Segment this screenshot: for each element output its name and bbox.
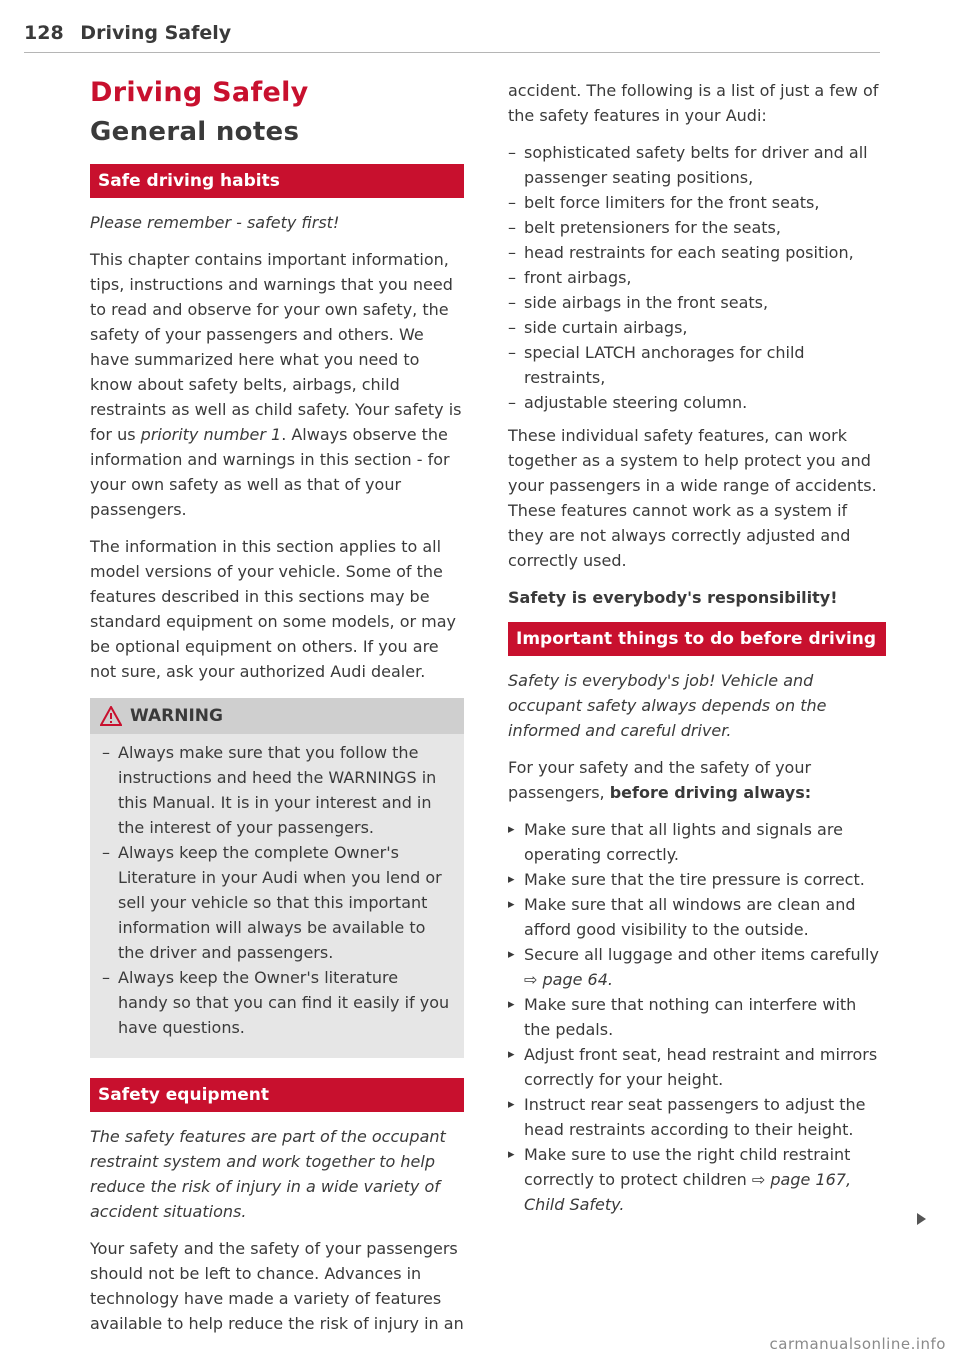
- list-item: – adjustable steering column.: [508, 390, 886, 415]
- list-item: ▸ Make sure that nothing can interfere with the pedals.: [508, 992, 886, 1042]
- warning-list: [102, 740, 452, 1040]
- section-title: General notes: [90, 117, 300, 147]
- list-item: – belt force limiters for the front seats,: [508, 190, 886, 215]
- page-number: 128: [24, 22, 64, 44]
- list-item: – side airbags in the front seats,: [508, 290, 886, 315]
- list-item: ▸ Make sure that all lights and signals are operating correctly.: [508, 817, 886, 867]
- list-item: – special LATCH anchorages for child restraints,: [508, 340, 886, 390]
- watermark: carmanualsonline.info: [769, 1335, 946, 1353]
- intro-safe-driving: Please remember - safety first!: [90, 213, 340, 232]
- bold-responsibility: Safety is everybody's responsibility!: [508, 588, 838, 607]
- warning-box: [90, 698, 464, 1058]
- continue-arrow-icon: [917, 1213, 926, 1225]
- warning-header: [90, 698, 464, 734]
- list-item: ▸ Make sure that the tire pressure is correct.: [508, 867, 886, 892]
- page-ref-link[interactable]: ⇨ page 64.: [524, 970, 613, 989]
- before-driving-steps: [508, 817, 886, 1217]
- paragraph-safety-chance: Your safety and the safety of your passengers should not be left to chance. Advances in technology have made a variety of features available to help reduce the risk of injury in an: [90, 1239, 464, 1333]
- list-item: – head restraints for each seating position,: [508, 240, 886, 265]
- list-item: ▸ Secure all luggage and other items carefully ⇨ page 64.: [508, 942, 886, 992]
- list-item: ▸ Make sure that all windows are clean and afford good visibility to the outside.: [508, 892, 886, 942]
- running-section-title: Driving Safely: [80, 22, 232, 44]
- list-item: – side curtain airbags,: [508, 315, 886, 340]
- warning-item: – Always make sure that you follow the instructions and heed the WARNINGS in this Manual. It is in your interest and in the interest of your passengers.: [102, 740, 452, 840]
- paragraph-system: These individual safety features, can work together as a system to help protect you and your passengers in a wide range of accidents. These features cannot work as a system if they are not always correctly adjusted and correctly used.: [508, 426, 877, 570]
- intro-safety-equipment: The safety features are part of the occupant restraint system and work together to help reduce the risk of injury in a wide variety of accident situations.: [90, 1127, 446, 1221]
- list-item: – front airbags,: [508, 265, 886, 290]
- paragraph-accident-cont: accident. The following is a list of just a few of the safety features in your Audi:: [508, 81, 879, 125]
- heading-safety-equipment: Safety equipment: [90, 1078, 464, 1112]
- page-header: [24, 22, 231, 44]
- right-column: [508, 78, 886, 1217]
- warning-item: – Always keep the complete Owner's Literature in your Audi when you lend or sell your vehicle so that this important information will always be available to the driver and passengers.: [102, 840, 452, 965]
- paragraph-chapter-info: This chapter contains important information, tips, instructions and warnings that you need to read and observe for your own safety, the safety of your passengers and others. We have summarized here what you need to know about safety belts, airbags, child restraints as well as child safety. Your safety is for us priority number 1. Always observe the information and warnings in this section - for your own safety as well as that of your passengers.: [90, 250, 462, 519]
- left-column: [90, 74, 464, 1348]
- list-item: – sophisticated safety belts for driver and all passenger seating positions,: [508, 140, 886, 190]
- list-item: ▸ Make sure to use the right child restraint correctly to protect children ⇨ page 167, Child Safety.: [508, 1142, 886, 1217]
- warning-item: – Always keep the Owner's literature handy so that you can find it easily if you have questions.: [102, 965, 452, 1040]
- paragraph-model-versions: The information in this section applies to all model versions of your vehicle. Some of the features described in this sections may be standard equipment on some models, or may be optional equipment on others. If you are not sure, ask your authorized Audi dealer.: [90, 537, 457, 681]
- warning-triangle-icon: [100, 706, 122, 726]
- page-ref-link[interactable]: ⇨ page 167, Child Safety.: [524, 1170, 852, 1214]
- paragraph-before-driving: For your safety and the safety of your passengers, before driving always:: [508, 758, 812, 802]
- chapter-title: Driving Safely: [90, 77, 309, 108]
- list-item: ▸ Instruct rear seat passengers to adjust the head restraints according to their height.: [508, 1092, 886, 1142]
- list-item: – belt pretensioners for the seats,: [508, 215, 886, 240]
- heading-safe-driving-habits: Safe driving habits: [90, 164, 464, 198]
- safety-features-list: [508, 140, 886, 415]
- header-divider: [24, 52, 880, 53]
- intro-before-driving: Safety is everybody's job! Vehicle and occupant safety always depends on the informed and careful driver.: [508, 671, 827, 740]
- heading-before-driving: Important things to do before driving: [508, 622, 886, 656]
- list-item: ▸ Adjust front seat, head restraint and mirrors correctly for your height.: [508, 1042, 886, 1092]
- warning-title: WARNING: [130, 706, 223, 726]
